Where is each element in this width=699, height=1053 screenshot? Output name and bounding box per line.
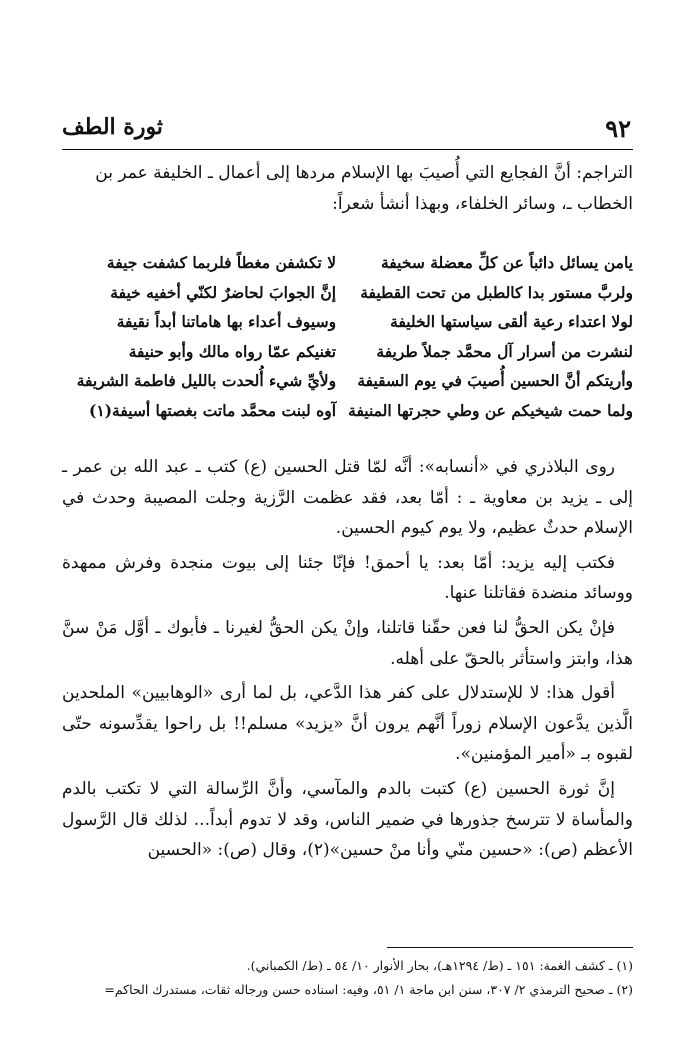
poem-hemistich-left: تغنيكم عمّا رواه مالك وأبو حنيفة [128, 341, 337, 361]
running-title: ثورة الطف [62, 114, 163, 140]
poem-verse [62, 278, 633, 308]
page-number: ٩٢ [605, 114, 631, 143]
main-text [62, 452, 633, 870]
intro-line-2: الخطاب ـ، وسائر الخلفاء، وبهذا أنشأ شعراً: [332, 194, 633, 214]
paragraph: فكتب إليه يزيد: أمّا بعد: يا أحمق! فإنّا جئنا إلى بيوت منجدة وفرش ممهدة ووسائد منضدة فقاتلنا عنها. [62, 552, 633, 604]
paragraph: روى البلاذري في «أنسابه»: أنَّه لمّا قتل الحسين (ع) كتب ـ عبد الله بن عمر ـ إلى ـ يزيد بن معاوية ـ : أمّا بعد، فقد عظمت الرَّزية وجلت المصيبة وحدث في الإسلام حدثٌ عظيم، ولا يوم كيوم الحسين. [62, 457, 633, 539]
paragraph: فإنْ يكن الحقُّ لنا فعن حقّنا قاتلنا، وإنْ يكن الحقُّ لغيرنا ـ فأبوك ـ أوَّل مَنْ سنَّ هذا، وابتز واستأثر بالحقّ على أهله. [62, 617, 633, 669]
poem-hemistich-left: إنَّ الجوابَ لحاضرٌ لكنّي أخفيه خيفة [110, 282, 337, 302]
footnote-rule [387, 947, 633, 948]
header-rule [62, 149, 633, 150]
intro-text [62, 158, 633, 220]
poem-hemistich-right: لولا اعتداء رعية ألقى سياستها الخليفة [390, 312, 633, 332]
poem-hemistich-right: ولما حمت شيخيكم عن وطي حجرتها المنيفة [348, 400, 633, 420]
intro-line-1: التراجم: أنَّ الفجايع التي أُصيبَ بها الإسلام مردها إلى أعمال ـ الخليفة عمر بن [95, 163, 633, 183]
poem-hemistich-left: لا تكشفن مغطاً فلربما كشفت جيفة [106, 253, 337, 272]
poem-verse [62, 366, 633, 396]
poem-verse [62, 307, 633, 337]
footnote-2: (٢) ـ صحيح الترمذي ٢/ ٣٠٧، سنن ابن ماجة ١/ ٥١، وفيه: اسناده حسن ورجاله ثقات، مستدرك الحاكم= [104, 982, 633, 997]
footnotes [62, 954, 633, 1002]
paragraph: إنَّ ثورة الحسين (ع) كتبت بالدم والمآسي، وأنَّ الرِّسالة التي لا تكتب بالدم والمأساة لا تترسخ جذورها في ضمير الناس، وقد لا تدوم أبداً... لذلك قال الرَّسول الأعظم (ص): «حسين منّي وأنا منْ حسين»(٢)، وقال (ص): «الحسين [62, 778, 633, 861]
poem-verse [62, 248, 633, 278]
poem-hemistich-right: لنشرت من أسرار آل محمَّد جملاً طريفة [376, 341, 633, 361]
poem-hemistich-right: يامن يسائل دائباً عن كلِّ معضلة سخيفة [380, 253, 633, 272]
footnote-1: (١) ـ كشف الغمة: ١٥١ ـ (ط/ ١٢٩٤هـ)، بحار الأنوار ١٠/ ٥٤ ـ (ط/ الكمباني). [246, 958, 633, 973]
paragraph: أقول هذا: لا للإستدلال على كفر هذا الدَّعي، بل لما أرى «الوهابيين» الملحدين الَّذين يدَّعون الإسلام زوراً أنَّهم يرون أنَّ «يزيد» مسلم!! بل راحوا يقدِّسونه حتّى لقبوه بـ «أمير المؤمنين». [62, 683, 633, 765]
poem-hemistich-left: وسيوف أعداء بها هاماتنا أبداً نقيفة [116, 312, 337, 332]
poem-hemistich-left: ولأيِّ شيء أُلحدت بالليل فاطمة الشريفة [76, 371, 337, 391]
poem-hemistich-left: آوه لبنت محمَّد ماتت بغصتها أسيفة(١) [89, 400, 337, 420]
poem-verse [62, 396, 633, 426]
page-header [62, 114, 631, 148]
poem-verse [62, 337, 633, 367]
poem-hemistich-right: وأريتكم أنَّ الحسين أُصيبَ في يوم السقيفة [357, 371, 633, 391]
poem-hemistich-right: ولربَّ مستور بدا كالطبل من تحت القطيفة [360, 282, 633, 302]
poem [62, 248, 633, 426]
